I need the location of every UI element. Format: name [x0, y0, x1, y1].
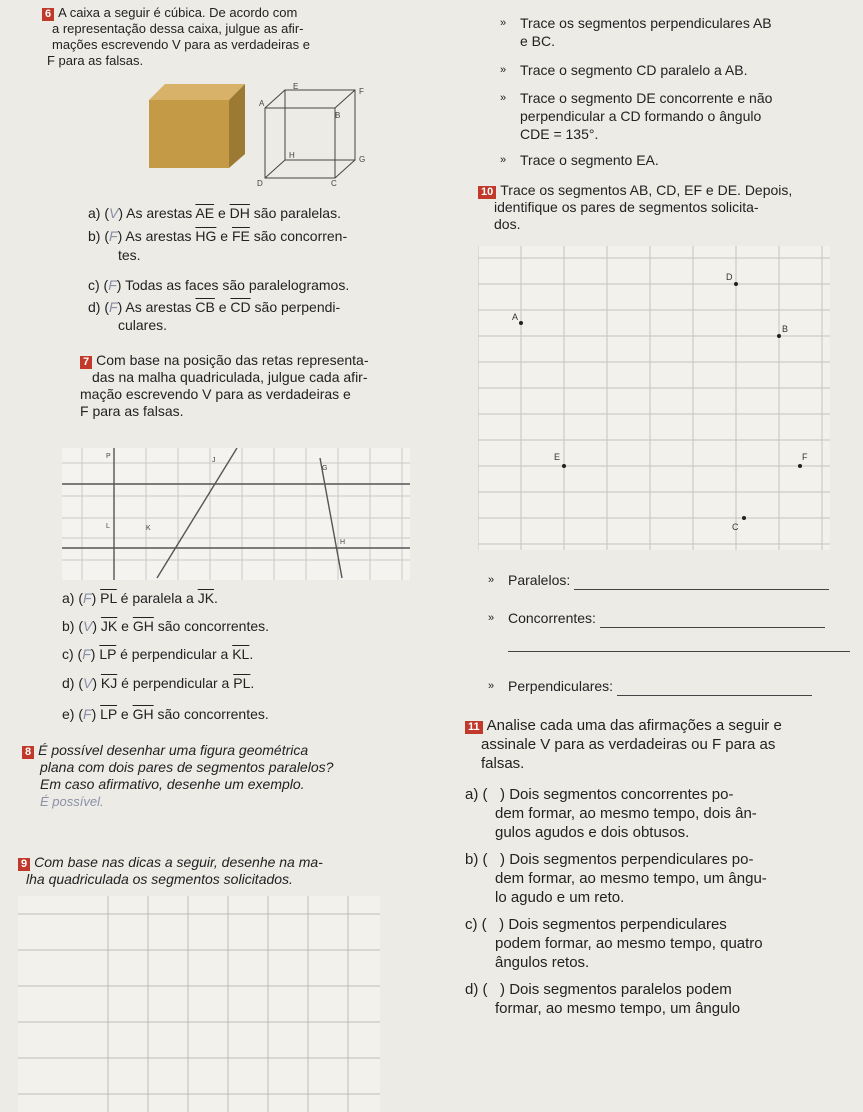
answer-field[interactable] [508, 634, 850, 652]
answer-box[interactable]: ( ) [482, 786, 506, 803]
ex6-item-a: a) (V) As arestas $\overline{AE}$ e $\overline{DH}$ são paralelas. [88, 205, 341, 221]
answer-field[interactable] [617, 678, 812, 696]
answer-field[interactable] [574, 572, 829, 590]
answer-box[interactable]: ( ) [482, 981, 506, 998]
ex7-item: d) (V) $\overline{KJ}$ é perpendicular a $\overline{PL}$. [62, 675, 255, 691]
exercise-number: 7 [80, 356, 92, 369]
cube-vertex-label: H [289, 151, 295, 160]
exercise-number: 11 [465, 721, 483, 734]
answer-box[interactable]: F [109, 228, 118, 244]
cube-vertex-label: E [293, 82, 299, 91]
ex6-item-d: d) (F) As arestas $\overline{CB}$ e $\overline{CD}$ são perpendi- [88, 299, 341, 315]
ex7-item: b) (V) $\overline{JK}$ e $\overline{GH}$ são concorrentes. [62, 618, 270, 634]
exercise-7-lines-grid [62, 448, 410, 580]
answer-line-parallel: » Paralelos: [488, 572, 829, 590]
ex6-item-b: b) (F) As arestas $\overline{HG}$ e $\overline{FE}$ são concorren- [88, 228, 348, 244]
answer-box[interactable]: F [108, 277, 117, 293]
exercise-11: 11 Analise cada uma das afirmações a seguir e assinale V para as verdadeiras ou F para as falsas. a) ( ) Dois segmentos concorrentes po- dem formar, ao mesmo tempo, dois ân- gulos agudos e dois obtusos. b) ( ) Dois segmentos perpendiculares po- dem formar, ao mesmo tempo, um ângu- lo agudo e um reto. c) ( ) Dois segmentos perpendiculares podem formar, ao mesmo tempo, quatro ângulos retos. d) ( ) Dois segmentos paralelos podem formar, ao mesmo tempo, um ângulo [465, 716, 857, 1018]
ex11-item: a) ( ) Dois segmentos concorrentes po- dem formar, ao mesmo tempo, dois ân- gulos agudos e dois obtusos. [465, 786, 757, 841]
line-label: K [146, 525, 151, 532]
ex7-item: a) (F) $\overline{PL}$ é paralela a $\overline{JK}$. [62, 590, 218, 606]
answer-box[interactable]: F [83, 706, 92, 722]
ex11-item: b) ( ) Dois segmentos perpendiculares po- dem formar, ao mesmo tempo, um ângu- lo agudo e um reto. [465, 851, 767, 906]
cube-vertex-label: C [331, 179, 337, 188]
tip-item: » Trace o segmento EA. [500, 152, 659, 168]
point-label: D [726, 272, 733, 282]
cube-vertex-label: F [359, 87, 364, 96]
exercise-number: 10 [478, 186, 496, 199]
line-label: J [212, 457, 216, 464]
exercise-6-intro: 6 A caixa a seguir é cúbica. De acordo com a representação dessa caixa, julgue as afir- mações escrevendo V para as verdadeiras e F para as falsas. [42, 5, 462, 69]
exercise-number: 8 [22, 746, 34, 759]
ex11-item: c) ( ) Dois segmentos perpendiculares podem formar, ao mesmo tempo, quatro ângulos retos. [465, 916, 763, 971]
exercise-7-intro: 7 Com base na posição das retas representa- das na malha quadriculada, julgue cada afir- mação escrevendo V para as verdadeiras e F para as falsas. [80, 352, 369, 419]
cube-vertex-label: G [359, 155, 366, 164]
answer-field[interactable] [600, 610, 825, 628]
line-label: G [322, 465, 328, 472]
answer-box[interactable]: F [83, 590, 92, 606]
point-label: F [802, 452, 808, 462]
point-label: E [554, 452, 561, 462]
handwritten-answer: É possível. [40, 794, 104, 809]
tip-item: » Trace o segmento CD paralelo a AB. [500, 62, 748, 78]
exercise-10-points-grid[interactable] [478, 246, 830, 550]
point-label: A [512, 312, 519, 322]
ex6-item-c: c) (F) Todas as faces são paralelogramos. [88, 277, 350, 293]
line-label: P [106, 453, 111, 460]
exercise-9-intro: 9 Com base nas dicas a seguir, desenhe na ma- lha quadriculada os segmentos solicitados. [18, 854, 458, 888]
answer-line-perpendicular: » Perpendiculares: [488, 678, 812, 696]
exercise-10-intro: 10 Trace os segmentos AB, CD, EF e DE. Depois, identifique os pares de segmentos solicita- dos. [478, 182, 853, 233]
answer-box[interactable]: F [82, 646, 91, 662]
ex7-item: c) (F) $\overline{LP}$ é perpendicular a $\overline{KL}$. [62, 646, 254, 662]
answer-box[interactable]: V [83, 618, 93, 634]
answer-box[interactable]: ( ) [481, 916, 505, 933]
answer-box[interactable]: V [109, 205, 119, 221]
exercise-number: 6 [42, 8, 54, 21]
cube-wireframe-figure [255, 82, 375, 192]
answer-box[interactable]: F [109, 299, 118, 315]
ex7-item: e) (F) $\overline{LP}$ e $\overline{GH}$ são concorrentes. [62, 706, 269, 722]
point-label: C [732, 522, 739, 532]
line-label: L [106, 523, 110, 530]
exercise-number: 9 [18, 858, 30, 871]
ex11-item: d) ( ) Dois segmentos paralelos podem formar, ao mesmo tempo, um ângulo [465, 981, 741, 1017]
point-label: B [782, 324, 789, 334]
exercise-9-drawing-grid[interactable] [18, 896, 380, 1112]
answer-box[interactable]: ( ) [482, 851, 506, 868]
cube-vertex-label: D [257, 179, 263, 188]
cube-box-photo [145, 70, 253, 170]
tip-item: » Trace os segmentos perpendiculares AB [500, 15, 772, 31]
exercise-8: 8 É possível desenhar uma figura geométrica plana com dois pares de segmentos paralelos? Em caso afirmativo, desenhe um exemplo. É possível. [22, 742, 462, 810]
answer-line-concurrent: » Concorrentes: [488, 610, 825, 628]
cube-vertex-label: B [335, 111, 341, 120]
line-label: H [340, 539, 346, 546]
answer-box[interactable]: V [83, 675, 93, 691]
cube-vertex-label: A [259, 99, 265, 108]
tip-item: » Trace o segmento DE concorrente e não [500, 90, 773, 106]
